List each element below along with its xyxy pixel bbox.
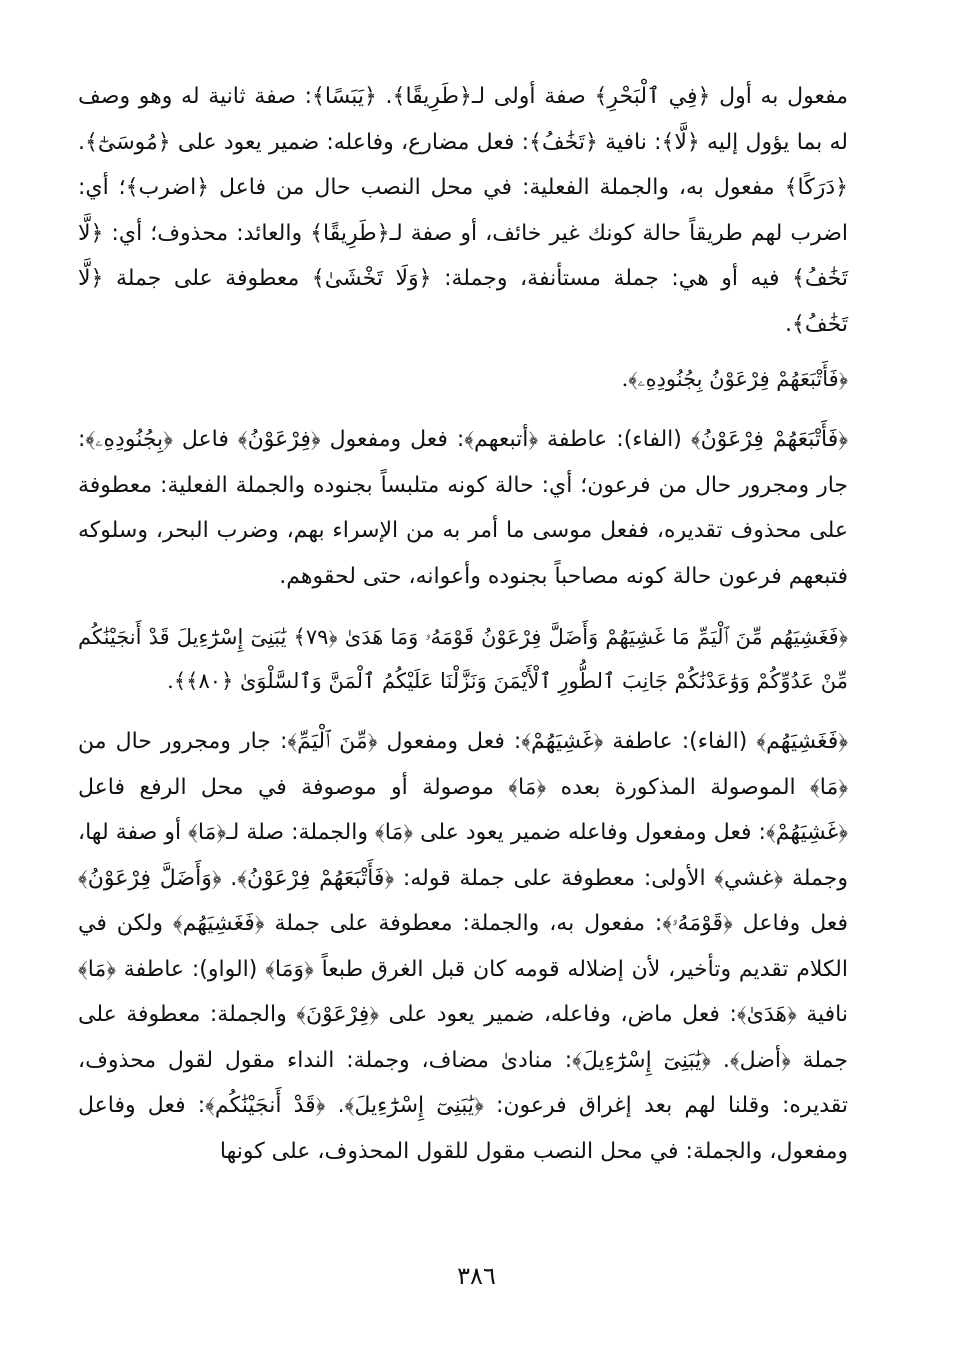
quran-verse-2: ﴿فَغَشِيَهُم مِّنَ ٱلْيَمِّ مَا غَشِيَهُمْ وَأَضَلَّ فِرْعَوْنُ قَوْمَهُۥ وَمَا هَدَىٰ ﴿٧٩﴾ يَٰبَنِىٓ إِسْرَٰٓءِيلَ قَدْ أَنجَيْنَٰكُم مِّنْ عَدُوِّكُمْ وَوَٰعَدْنَٰكُمْ جَانِبَ ٱلطُّورِ ٱلْأَيْمَنَ وَنَزَّلْنَا عَلَيْكُمُ ٱلْمَنَّ وَٱلسَّلْوَىٰ ﴿٨٠﴾﴾. (78, 625, 848, 693)
paragraph-1: مفعول به أول ﴿فِي ٱلْبَحْرِ﴾ صفة أولى لـ﴿طَرِيقًا﴾. ﴿يَبَسًا﴾: صفة ثانية له وهو وصف له بما يؤول إليه ﴿لَّا﴾: نافية ﴿تَخَٰفُ﴾: فعل مضارع، وفاعله: ضمير يعود على ﴿مُوسَىٰٓ﴾. ﴿دَرَكًا﴾ مفعول به، والجملة الفعلية: في محل النصب حال من فاعل ﴿اضرب﴾؛ أي: اضرب لهم طريقاً حالة كونك غير خائف، أو صفة لـ﴿طَرِيقًا﴾ والعائد: محذوف؛ أي: ﴿لَّا تَخَٰفُ﴾ فيه أو هي: جملة مستأنفة، وجملة: ﴿وَلَا تَخْشَىٰ﴾ معطوفة على جملة ﴿لَّا تَخَٰفُ﴾. (78, 84, 848, 337)
paragraph-3: ﴿فَغَشِيَهُم﴾ (الفاء): عاطفة ﴿غَشِيَهُمْ﴾: فعل ومفعول ﴿مِّنَ ٱلْيَمِّ﴾: جار ومجرور حال من ﴿مَا﴾ الموصولة المذكورة بعده ﴿مَا﴾ موصولة أو موصوفة في محل الرفع فاعل ﴿غَشِيَهُمْ﴾: فعل ومفعول وفاعله ضمير يعود على ﴿مَا﴾ والجملة: صلة لـ﴿مَا﴾ أو صفة لها، وجملة ﴿غشي﴾ الأولى: معطوفة على جملة قوله: ﴿فَأَتْبَعَهُمْ فِرْعَوْنُ﴾. ﴿وَأَضَلَّ فِرْعَوْنُ﴾ فعل وفاعل ﴿قَوْمَهُۥ﴾: مفعول به، والجملة: معطوفة على جملة ﴿فَغَشِيَهُم﴾ ولكن في الكلام تقديم وتأخير، لأن إضلاله قومه كان قبل الغرق طبعاً ﴿وَمَا﴾ (الواو): عاطفة ﴿مَا﴾ نافية ﴿هَدَىٰ﴾: فعل ماض، وفاعله، ضمير يعود على ﴿فِرْعَوْنَ﴾ والجملة: معطوفة على جملة ﴿أضل﴾. ﴿يَٰبَنِىٓ إِسْرَٰٓءِيلَ﴾: منادىٰ مضاف، وجملة: النداء مقول لقول محذوف، تقديره: وقلنا لهم بعد إغراق فرعون: ﴿يَٰبَنِىٓ إِسْرَٰٓءِيلَ﴾. ﴿قَدْ أَنجَيْنَٰكُم﴾: فعل وفاعل ومفعول، والجملة: في محل النصب مقول للقول المحذوف، على كونها (78, 729, 848, 1164)
page-number: ٣٨٦ (457, 1262, 496, 1290)
quran-verse-1: ﴿فَأَتْبَعَهُمْ فِرْعَوْنُ بِجُنُودِهِۦ﴾. (621, 367, 848, 391)
paragraph-2: ﴿فَأَتْبَعَهُمْ فِرْعَوْنُ﴾ (الفاء): عاطفة ﴿أتبعهم﴾: فعل ومفعول ﴿فِرْعَوْنُ﴾ فاعل ﴿بِجُنُودِهِۦ﴾: جار ومجرور حال من فرعون؛ أي: حالة كونه متلبساً بجنوده والجملة الفعلية: معطوفة على محذوف تقديره، ففعل موسى ما أمر به من الإسراء بهم، وضرب البحر، وسلوكه فتبعهم فرعون حالة كونه مصاحباً بجنوده وأعوانه، حتى لحقوهم. (78, 427, 848, 589)
spacer (78, 703, 848, 719)
page-body (78, 74, 848, 1174)
spacer (78, 347, 848, 357)
spacer (78, 599, 848, 615)
spacer (78, 401, 848, 417)
